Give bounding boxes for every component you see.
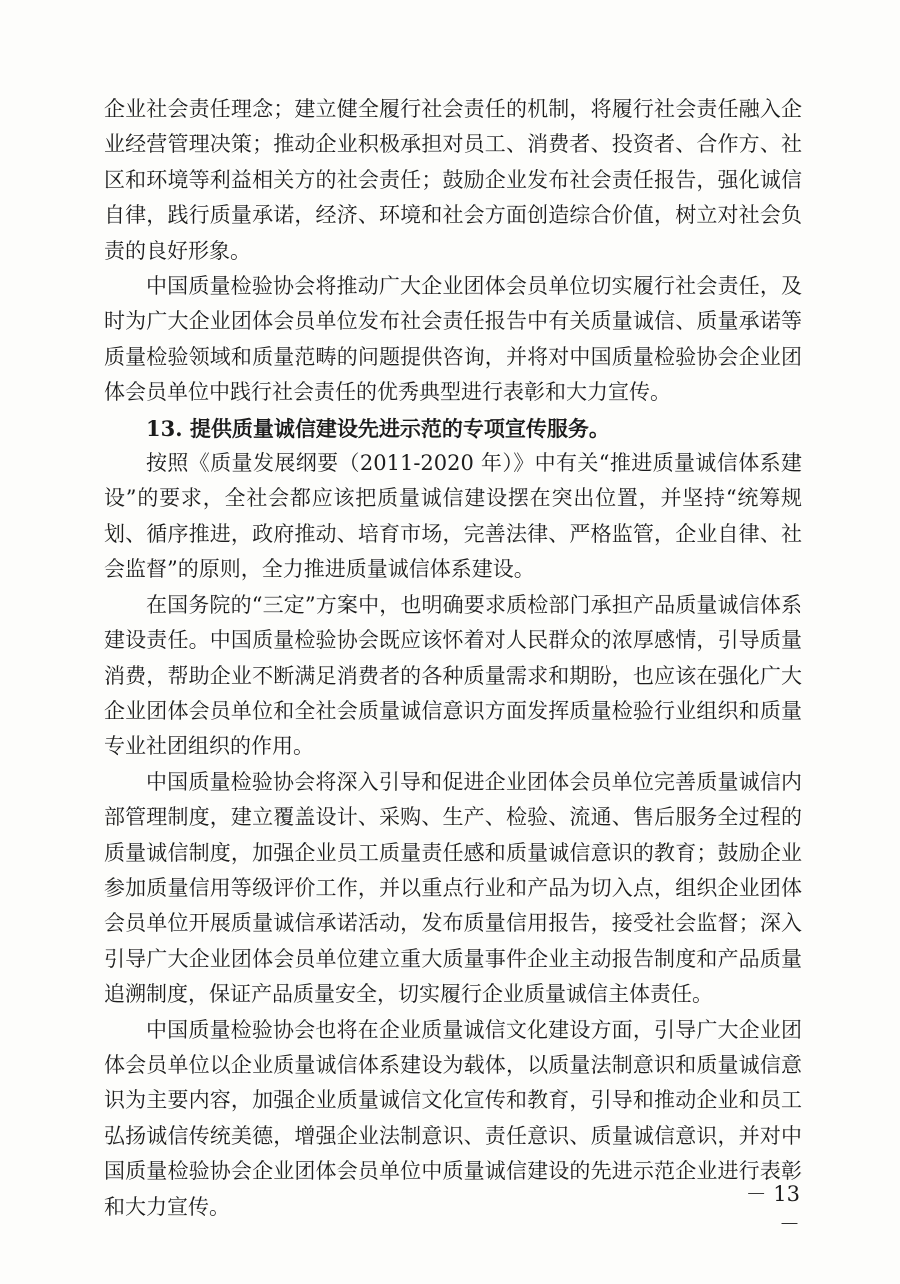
paragraph: 中国质量检验协会将深入引导和促进企业团体会员单位完善质量诚信内部管理制度，建立覆盖设计、采购、生产、检验、流通、售后服务全过程的质量诚信制度，加强企业员工质量责任感和质量诚信意识的教育；鼓励企业参加质量信用等级评价工作，并以重点行业和产品为切入点，组织企业团体会员单位开展质量诚信承诺活动，发布质量信用报告，接受社会监督；深入引导广大企业团体会员单位建立重大质量事件企业主动报告制度和产品质量追溯制度，保证产品质量安全，切实履行企业质量诚信主体责任。 (104, 769, 802, 1007)
body-text (104, 92, 802, 1225)
paragraph: 按照《质量发展纲要（2011-2020 年）》中有关“推进质量诚信体系建设”的要求，全社会都应该把质量诚信建设摆在突出位置，并坚持“统筹规划、循序推进，政府推动、培育市场，完善法律、严格监管，企业自律、社会监督”的原则，全力推进质量诚信体系建设。 (104, 451, 802, 582)
page-number: － 13 － (745, 1182, 800, 1236)
paragraph-continued: 企业社会责任理念；建立健全履行社会责任的机制，将履行社会责任融入企业经营管理决策；推动企业积极承担对员工、消费者、投资者、合作方、社区和环境等利益相关方的社会责任；鼓励企业发布社会责任报告，强化诚信自律，践行质量承诺，经济、环境和社会方面创造综合价值，树立对社会负责的良好形象。 (104, 97, 802, 263)
section-heading: 13. 提供质量诚信建设先进示范的专项宣传服务。 (146, 415, 610, 441)
paragraph: 中国质量检验协会将推动广大企业团体会员单位切实履行社会责任，及时为广大企业团体会员单位发布社会责任报告中有关质量诚信、质量承诺等质量检验领域和质量范畴的问题提供咨询，并将对中国质量检验协会企业团体会员单位中践行社会责任的优秀典型进行表彰和大力宣传。 (104, 274, 802, 405)
paragraph: 中国质量检验协会也将在企业质量诚信文化建设方面，引导广大企业团体会员单位以企业质量诚信体系建设为载体，以质量法制意识和质量诚信意识为主要内容，加强企业质量诚信文化宣传和教育，引导和推动企业和员工弘扬诚信传统美德，增强企业法制意识、责任意识、质量诚信意识，并对中国质量检验协会企业团体会员单位中质量诚信建设的先进示范企业进行表彰和大力宣传。 (104, 1017, 802, 1219)
paragraph: 在国务院的“三定”方案中，也明确要求质检部门承担产品质量诚信体系建设责任。中国质量检验协会既应该怀着对人民群众的浓厚感情，引导质量消费，帮助企业不断满足消费者的各种质量需求和期盼，也应该在强化广大企业团体会员单位和全社会质量诚信意识方面发挥质量检验行业组织和质量专业社团组织的作用。 (104, 592, 802, 759)
